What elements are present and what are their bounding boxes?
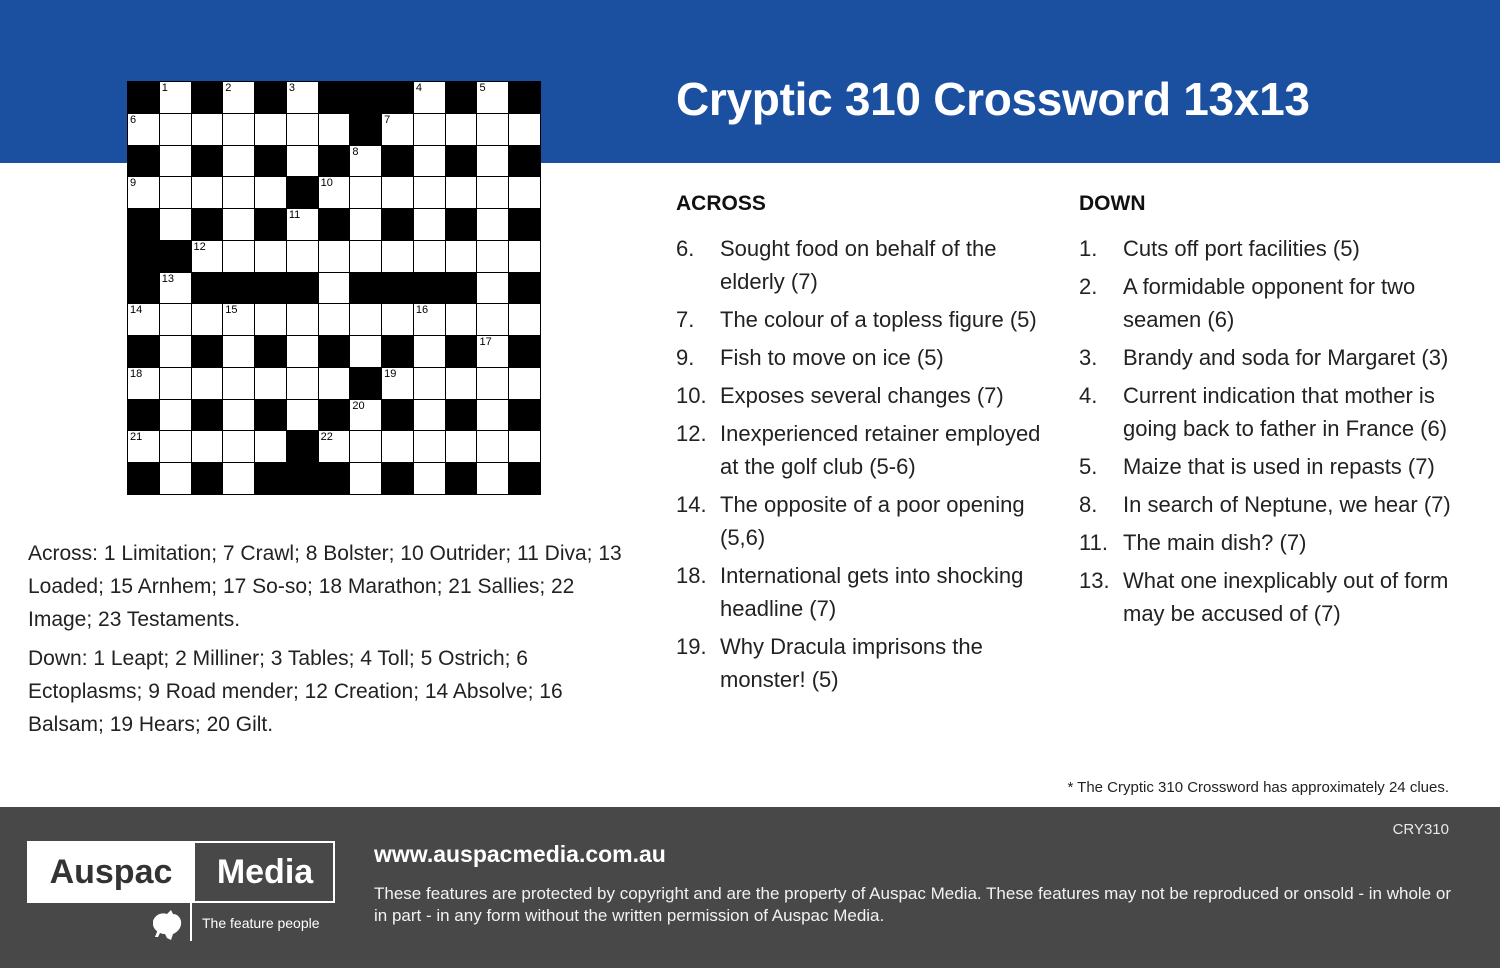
- clue-text: A formidable opponent for two seamen (6): [1123, 274, 1416, 332]
- clue-number: 17: [479, 336, 492, 349]
- grid-cell[interactable]: [414, 146, 445, 177]
- grid-cell[interactable]: [287, 114, 318, 145]
- black-square: [128, 82, 159, 113]
- grid-cell[interactable]: [509, 304, 540, 335]
- black-square: [446, 336, 477, 367]
- black-square: [192, 273, 223, 304]
- clue-text: Maize that is used in repasts (7): [1123, 454, 1435, 479]
- grid-cell[interactable]: [414, 304, 445, 335]
- black-square: [319, 463, 350, 494]
- grid-cell[interactable]: [477, 463, 508, 494]
- grid-cell[interactable]: [128, 368, 159, 399]
- grid-cell[interactable]: [160, 82, 191, 113]
- clue-number: 12: [193, 240, 206, 253]
- grid-cell[interactable]: [223, 304, 254, 335]
- clue-number: 3: [288, 82, 295, 94]
- grid-cell[interactable]: [319, 241, 350, 272]
- grid-cell[interactable]: [509, 431, 540, 462]
- down-heading: DOWN: [1079, 192, 1146, 215]
- grid-cell[interactable]: [350, 146, 381, 177]
- grid-cell[interactable]: [509, 177, 540, 208]
- grid-cell[interactable]: [382, 368, 413, 399]
- black-square: [446, 146, 477, 177]
- clue-num: 9.: [676, 345, 695, 370]
- black-square: [223, 273, 254, 304]
- black-square: [509, 336, 540, 367]
- auspac-media-logo: [27, 841, 335, 941]
- grid-cell[interactable]: [319, 304, 350, 335]
- grid-cell[interactable]: [477, 336, 508, 367]
- black-square: [509, 273, 540, 304]
- grid-cell[interactable]: [414, 400, 445, 431]
- grid-cell[interactable]: [382, 304, 413, 335]
- black-square: [382, 273, 413, 304]
- grid-cell[interactable]: [192, 304, 223, 335]
- grid-cell[interactable]: [350, 431, 381, 462]
- black-square: [255, 209, 286, 240]
- across-answers: Across: 1 Limitation; 7 Crawl; 8 Bolster; 10 Outrider; 11 Diva; 13 Loaded; 15 Arnhem; 17 So-so; 18 Marathon; 21 Sallies; 22 Image; 23 Testaments.: [28, 542, 622, 631]
- grid-cell[interactable]: [223, 431, 254, 462]
- black-square: [192, 209, 223, 240]
- grid-cell[interactable]: [223, 336, 254, 367]
- grid-cell[interactable]: [160, 336, 191, 367]
- grid-cell[interactable]: [350, 304, 381, 335]
- down-answers: Down: 1 Leapt; 2 Milliner; 3 Tables; 4 Toll; 5 Ostrich; 6 Ectoplasms; 9 Road mender; 12 Creation; 14 Absolve; 16 Balsam; 19 Hears; 20 Gilt.: [28, 647, 563, 736]
- grid-cell[interactable]: [446, 368, 477, 399]
- grid-cell[interactable]: [350, 463, 381, 494]
- grid-cell[interactable]: [287, 82, 318, 113]
- black-square: [319, 82, 350, 113]
- grid-cell[interactable]: [223, 82, 254, 113]
- grid-cell[interactable]: [128, 431, 159, 462]
- grid-cell[interactable]: [255, 114, 286, 145]
- grid-cell[interactable]: [414, 463, 445, 494]
- grid-cell[interactable]: [477, 241, 508, 272]
- black-square: [446, 463, 477, 494]
- grid-cell[interactable]: [192, 241, 223, 272]
- black-square: [287, 177, 318, 208]
- clue-number: 18: [130, 367, 143, 380]
- clue-number: 9: [130, 177, 137, 190]
- grid-cell[interactable]: [223, 463, 254, 494]
- grid-cell[interactable]: [160, 304, 191, 335]
- clue-text: Inexperienced retainer employed at the golf club (5-6): [720, 421, 1041, 479]
- clue-text: Sought food on behalf of the elderly (7): [720, 236, 997, 294]
- grid-cell[interactable]: [477, 146, 508, 177]
- black-square: [255, 336, 286, 367]
- down-clue: [1079, 450, 1459, 483]
- clue-number: 4: [415, 82, 423, 94]
- logo-auspac-text: Auspac: [27, 841, 195, 903]
- grid-cell[interactable]: [509, 114, 540, 145]
- answers-block: [28, 537, 628, 747]
- clue-text: In search of Neptune, we hear (7): [1123, 492, 1451, 517]
- grid-cell[interactable]: [255, 431, 286, 462]
- grid-cell[interactable]: [128, 304, 159, 335]
- clue-num: 4.: [1079, 383, 1098, 408]
- clue-text: Current indication that mother is going back to father in France (6): [1123, 383, 1448, 441]
- black-square: [446, 273, 477, 304]
- black-square: [319, 209, 350, 240]
- clue-num: 6.: [676, 236, 695, 261]
- black-square: [192, 463, 223, 494]
- grid-cell[interactable]: [287, 336, 318, 367]
- clue-number: 1: [161, 82, 168, 94]
- logo-divider: [190, 903, 192, 941]
- black-square: [350, 273, 381, 304]
- grid-cell[interactable]: [255, 368, 286, 399]
- clue-num: 13.: [1079, 568, 1110, 593]
- down-clue: [1079, 270, 1459, 336]
- clue-text: Exposes several changes (7): [720, 383, 1004, 408]
- black-square: [287, 431, 318, 462]
- black-square: [255, 463, 286, 494]
- across-clue: [676, 559, 1046, 625]
- grid-cell[interactable]: [192, 177, 223, 208]
- down-clue: [1079, 379, 1459, 445]
- down-clue: [1079, 526, 1459, 559]
- black-square: [160, 241, 191, 272]
- across-clue: [676, 379, 1046, 412]
- clue-num: 8.: [1079, 492, 1098, 517]
- clue-text: The colour of a topless figure (5): [720, 307, 1037, 332]
- grid-cell[interactable]: [446, 114, 477, 145]
- black-square: [255, 82, 286, 113]
- footer: [0, 807, 1500, 968]
- grid-cell[interactable]: [477, 368, 508, 399]
- grid-cell[interactable]: [446, 431, 477, 462]
- grid-cell[interactable]: [350, 241, 381, 272]
- across-clue-list: [676, 232, 1046, 701]
- black-square: [287, 273, 318, 304]
- grid-cell[interactable]: [414, 336, 445, 367]
- grid-cell[interactable]: [319, 368, 350, 399]
- clue-number: 13: [161, 272, 175, 285]
- clue-num: 19.: [676, 634, 707, 659]
- black-square: [382, 82, 413, 113]
- black-square: [350, 368, 381, 399]
- grid-cell[interactable]: [223, 114, 254, 145]
- crossword-grid: [127, 81, 541, 495]
- grid-cell[interactable]: [160, 463, 191, 494]
- grid-cell[interactable]: [160, 273, 191, 304]
- grid-cell[interactable]: [477, 431, 508, 462]
- grid-cell[interactable]: [477, 114, 508, 145]
- black-square: [382, 336, 413, 367]
- black-square: [128, 241, 159, 272]
- grid-cell[interactable]: [223, 241, 254, 272]
- across-clue: [676, 341, 1046, 374]
- grid-cell[interactable]: [477, 209, 508, 240]
- clue-number: 14: [130, 304, 143, 317]
- grid-cell[interactable]: [509, 241, 540, 272]
- down-clue-list: [1079, 232, 1459, 635]
- grid-cell[interactable]: [287, 241, 318, 272]
- grid-cell[interactable]: [287, 209, 318, 240]
- black-square: [446, 400, 477, 431]
- grid-cell[interactable]: [223, 209, 254, 240]
- grid-cell[interactable]: [382, 431, 413, 462]
- clue-num: 11.: [1079, 530, 1108, 555]
- grid-cell[interactable]: [255, 177, 286, 208]
- grid-cell[interactable]: [160, 177, 191, 208]
- black-square: [382, 463, 413, 494]
- grid-cell[interactable]: [350, 177, 381, 208]
- black-square: [509, 463, 540, 494]
- black-square: [128, 273, 159, 304]
- black-square: [128, 146, 159, 177]
- black-square: [509, 400, 540, 431]
- grid-cell[interactable]: [414, 368, 445, 399]
- grid-cell[interactable]: [414, 241, 445, 272]
- grid-cell[interactable]: [382, 114, 413, 145]
- black-square: [319, 146, 350, 177]
- grid-cell[interactable]: [446, 177, 477, 208]
- clue-number: 19: [384, 367, 397, 380]
- grid-cell[interactable]: [477, 400, 508, 431]
- grid-cell[interactable]: [414, 209, 445, 240]
- grid-cell[interactable]: [287, 400, 318, 431]
- grid-cell[interactable]: [319, 273, 350, 304]
- grid-cell[interactable]: [128, 114, 159, 145]
- black-square: [128, 336, 159, 367]
- grid-cell[interactable]: [223, 368, 254, 399]
- down-clue: [1079, 564, 1459, 630]
- down-clue: [1079, 341, 1459, 374]
- grid-cell[interactable]: [128, 177, 159, 208]
- black-square: [128, 209, 159, 240]
- black-square: [128, 463, 159, 494]
- clue-number: 8: [352, 145, 359, 158]
- clue-number: 5: [479, 82, 486, 94]
- website-link[interactable]: www.auspacmedia.com.au: [374, 841, 666, 867]
- grid-cell[interactable]: [382, 177, 413, 208]
- clue-num: 3.: [1079, 345, 1098, 370]
- grid-cell[interactable]: [350, 336, 381, 367]
- page-title: Cryptic 310 Crossword 13x13: [676, 73, 1310, 125]
- grid-cell[interactable]: [477, 304, 508, 335]
- clue-number: 7: [384, 113, 391, 126]
- grid-cell[interactable]: [192, 368, 223, 399]
- clue-num: 12.: [676, 421, 707, 446]
- across-clue: [676, 232, 1046, 298]
- black-square: [350, 82, 381, 113]
- black-square: [255, 400, 286, 431]
- grid-cell[interactable]: [446, 304, 477, 335]
- clue-number: 10: [320, 177, 333, 190]
- black-square: [446, 82, 477, 113]
- across-clue: [676, 488, 1046, 554]
- black-square: [509, 146, 540, 177]
- clue-num: 14.: [676, 492, 707, 517]
- grid-cell[interactable]: [477, 82, 508, 113]
- black-square: [509, 209, 540, 240]
- grid-cell[interactable]: [287, 368, 318, 399]
- copyright-notice: These features are protected by copyright and are the property of Auspac Media. These features may not be reproduced or onsold - in whole or in part - in any form without the written permission of Auspac Media.: [374, 884, 1451, 925]
- kangaroo-logo-icon: [149, 907, 185, 941]
- clue-text: Brandy and soda for Margaret (3): [1123, 345, 1449, 370]
- down-clue: [1079, 488, 1459, 521]
- black-square: [255, 146, 286, 177]
- grid-cell[interactable]: [287, 146, 318, 177]
- clue-num: 1.: [1079, 236, 1098, 261]
- black-square: [192, 82, 223, 113]
- clue-number: 6: [130, 113, 137, 126]
- across-heading: ACROSS: [676, 192, 766, 215]
- grid-cell[interactable]: [477, 273, 508, 304]
- puzzle-code: CRY310: [1392, 821, 1449, 838]
- black-square: [382, 209, 413, 240]
- clue-number: 20: [352, 399, 365, 412]
- grid-cell[interactable]: [350, 209, 381, 240]
- clue-num: 18.: [676, 563, 707, 588]
- grid-cell[interactable]: [255, 304, 286, 335]
- grid-cell[interactable]: [160, 400, 191, 431]
- grid-cell[interactable]: [160, 114, 191, 145]
- clue-text: Why Dracula imprisons the monster! (5): [720, 634, 983, 692]
- black-square: [192, 400, 223, 431]
- black-square: [382, 400, 413, 431]
- grid-cell[interactable]: [223, 177, 254, 208]
- across-clue: [676, 303, 1046, 336]
- grid-cell[interactable]: [477, 177, 508, 208]
- clue-text: What one inexplicably out of form may be accused of (7): [1123, 568, 1449, 626]
- black-square: [192, 336, 223, 367]
- down-clue: [1079, 232, 1459, 265]
- grid-cell[interactable]: [350, 400, 381, 431]
- grid-cell[interactable]: [446, 241, 477, 272]
- clue-text: International gets into shocking headline (7): [720, 563, 1024, 621]
- black-square: [446, 209, 477, 240]
- clue-number: 11: [288, 209, 301, 222]
- black-square: [414, 273, 445, 304]
- black-square: [319, 400, 350, 431]
- grid-cell[interactable]: [223, 146, 254, 177]
- logo-media-text: Media: [216, 853, 314, 891]
- clue-num: 5.: [1079, 454, 1098, 479]
- black-square: [509, 82, 540, 113]
- across-clue: [676, 417, 1046, 483]
- black-square: [255, 273, 286, 304]
- grid-cell[interactable]: [223, 400, 254, 431]
- clue-text: The opposite of a poor opening (5,6): [720, 492, 1025, 550]
- grid-cell[interactable]: [414, 177, 445, 208]
- black-square: [350, 114, 381, 145]
- grid-cell[interactable]: [382, 241, 413, 272]
- clue-text: Cuts off port facilities (5): [1123, 236, 1360, 261]
- across-clue: [676, 630, 1046, 696]
- logo-tagline: The feature people: [202, 915, 320, 931]
- black-square: [192, 146, 223, 177]
- grid-cell[interactable]: [509, 368, 540, 399]
- black-square: [287, 463, 318, 494]
- black-square: [128, 400, 159, 431]
- grid-cell[interactable]: [255, 241, 286, 272]
- grid-cell[interactable]: [192, 114, 223, 145]
- grid-cell[interactable]: [319, 177, 350, 208]
- black-square: [382, 146, 413, 177]
- grid-cell[interactable]: [160, 146, 191, 177]
- grid-cell[interactable]: [287, 304, 318, 335]
- grid-cell[interactable]: [160, 431, 191, 462]
- grid-cell[interactable]: [414, 431, 445, 462]
- clue-number: 16: [415, 304, 429, 317]
- grid-cell[interactable]: [319, 114, 350, 145]
- clue-num: 7.: [676, 307, 695, 332]
- clue-count-note: * The Cryptic 310 Crossword has approximately 24 clues.: [1067, 779, 1449, 796]
- grid-cell[interactable]: [414, 82, 445, 113]
- clue-text: The main dish? (7): [1123, 530, 1307, 555]
- grid-cell[interactable]: [414, 114, 445, 145]
- grid-cell[interactable]: [160, 368, 191, 399]
- clue-num: 10.: [676, 383, 707, 408]
- grid-cell[interactable]: [160, 209, 191, 240]
- clue-number: 2: [225, 82, 232, 94]
- clue-number: 22: [320, 431, 333, 444]
- grid-cell[interactable]: [192, 431, 223, 462]
- clue-num: 2.: [1079, 274, 1098, 299]
- black-square: [319, 336, 350, 367]
- clue-number: 21: [130, 431, 143, 444]
- clue-number: 15: [225, 304, 238, 317]
- grid-cell[interactable]: [319, 431, 350, 462]
- clue-text: Fish to move on ice (5): [720, 345, 944, 370]
